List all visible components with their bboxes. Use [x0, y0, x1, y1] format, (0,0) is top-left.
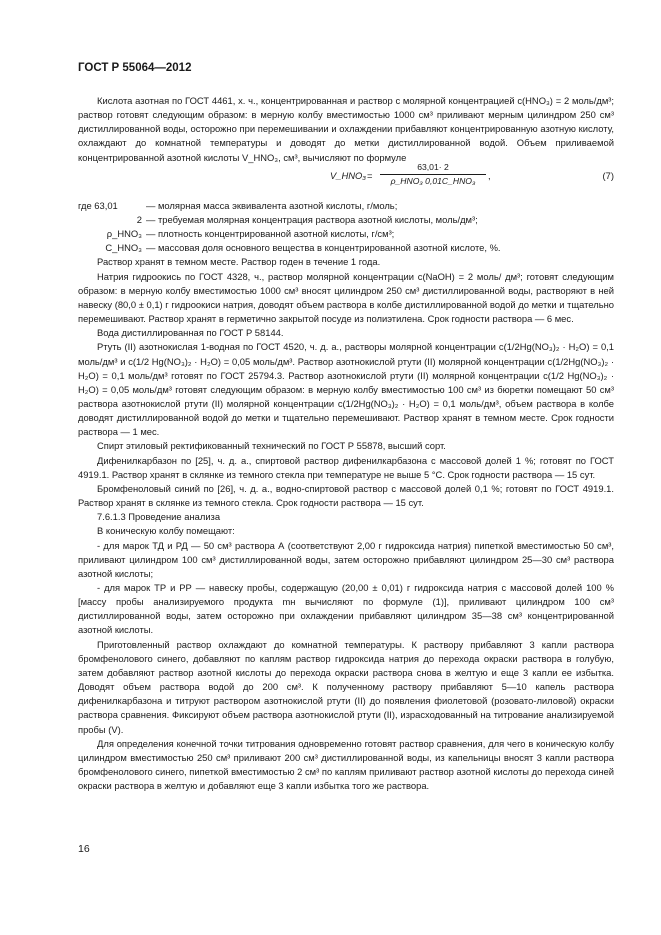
definition-text: — массовая доля основного вещества в концентрированной азотной кислоте, %.: [146, 242, 501, 254]
definition-row: [78, 227, 614, 241]
page-body: [78, 94, 614, 793]
formula-numerator: 63,01· 2: [380, 161, 486, 175]
section-heading: 7.6.1.3 Проведение анализа: [97, 511, 221, 523]
definition-symbol: 2: [136, 213, 142, 225]
formula-comma: ,: [488, 169, 491, 181]
paragraph-nitric-acid: Кислота азотная по ГОСТ 4461, х. ч., концентрированная и раствор с молярной концентрацией c(HNO₃) = 2 моль/дм³; раствор готовят следующим образом: в мерную колбу вместимостью 1000 см³ приливают мерным цилиндром 250 см³ дистиллированной воды, осторожно при перемешивании и охлаждении прибавляют концентрированную азотную кислоту, охлаждают до комнатной температуры и доводят до метки дистиллированной водой. Объем приливаемой концентрированной азотной кислоты V_HNO₃, см³, вычисляют по формуле: [78, 95, 614, 163]
document-header: ГОСТ Р 55064—2012: [78, 62, 192, 74]
paragraph: Для определения конечной точки титрования одновременно готовят раствор сравнения, для чего в коническую колбу цилиндром вместимостью 250 см³ приливают 200 см³ дистиллированной воды, из капельницы вносят 3 капли раствора бромфенолового синего, пипеткой вместимостью 2 см³ по каплям приливают раствор азотной кислоты до перехода синей окраски раствора в желтую и добавляют еще 3 капли избытка того же раствора.: [78, 737, 614, 792]
paragraph: Вода дистиллированная по ГОСТ Р 58144.: [97, 327, 284, 339]
paragraph: Дифенилкарбазон по [25], ч. д. а., спиртовой раствор дифенилкарбазона с массовой долей 1 %; готовят по ГОСТ 4919.1. Раствор хранят в склянке из темного стекла при температуре не выше 5 °С. Срок годности раствора — 15 сут.: [78, 454, 614, 480]
formula-equals: =: [367, 169, 373, 181]
list-item: - для марок ТД и РД — 50 см³ раствора А (соответствуют 2,00 г гидроксида натрия) пипеткой вместимостью 50 см³, приливают цилиндром 100 см³ дистиллированной воды, затем осторожно прибавляют цилиндром 25—30 см³ раствора азотной кислоты;: [78, 539, 614, 579]
paragraph: В коническую колбу помещают:: [97, 525, 235, 537]
definition-symbol: C_HNO₃: [105, 242, 142, 254]
definition-text: — молярная масса эквивалента азотной кислоты, г/моль;: [146, 199, 398, 211]
paragraph: Натрия гидроокись по ГОСТ 4328, ч., раствор молярной концентрации c(NaOH) = 2 моль/ дм³; готовят следующим образом: в мерную колбу вместимостью 1000 см³ вносят цилиндром 250 см³ дистиллированной воды, растворяют в ней навеску (80,0 ± 0,1) г гидроокиси натрия, доводят объем раствора в колбе дистиллированной водой до метки и тщательно перемешивают. Раствор хранят в герметично закрытой посуде из полиэтилена. Срок годности раствора — 6 мес.: [78, 270, 614, 325]
paragraph: Приготовленный раствор охлаждают до комнатной температуры. К раствору прибавляют 3 капли раствора бромфенолового синего, добавляют по каплям раствор гидроксида натрия до перехода окраски раствора в голубую, затем добавляют раствор азотной кислоты до перехода окраски раствора снова в желтую и еще 3 капли ее избытка. Доводят объем раствора водой до 200 см³. К полученному раствору прибавляют 5—10 капель раствора дифенилкарбазона и титруют раствором азотнокислой ртути (II) до появления фиолетовой (розовато-лиловой) окраски раствора сравнения. Фиксируют объем раствора азотнокислой ртути (II), израсходованный на титрование анализируемой пробы (V).: [78, 638, 614, 735]
formula-7: [78, 161, 614, 199]
definition-row: [78, 213, 614, 227]
formula-definitions: [78, 199, 614, 256]
list-item: - для марок ТР и РР — навеску пробы, содержащую (20,00 ± 0,01) г гидроксида натрия с массовой долей 100 % [массу пробы анализируемого продукта mн вычисляют по формуле (1)], приливают цилиндром 100 см³ дистиллированной воды, затем осторожно при охлаждении прибавляют цилиндром 35—38 см³ концентрированной азотной кислоты.: [78, 582, 614, 636]
definition-text: — плотность концентрированной азотной кислоты, г/см³;: [146, 228, 395, 240]
paragraph: Раствор хранят в темном месте. Раствор годен в течение 1 года.: [97, 256, 381, 268]
definition-row: [78, 241, 614, 255]
paragraph: Спирт этиловый ректификованный технический по ГОСТ Р 55878, высший сорт.: [97, 440, 446, 452]
formula-denominator: ρ_HNO₃ 0,01C_HNO₃: [390, 175, 476, 186]
formula-number: (7): [602, 169, 614, 181]
page-number: 16: [78, 843, 90, 855]
paragraph: Бромфеноловый синий по [26], ч. д. а., водно-спиртовой раствор с массовой долей 0,1 %; готовят по ГОСТ 4919.1. Раствор хранят в склянке из темного стекла. Срок годности раствора — 15 сут.: [78, 482, 614, 509]
definition-symbol: где 63,01: [78, 199, 118, 211]
definition-text: — требуемая молярная концентрация раствора азотной кислоты, моль/дм³;: [146, 213, 478, 225]
paragraph: Ртуть (II) азотнокислая 1-водная по ГОСТ 4520, ч. д. а., растворы молярной концентрации c(1/2Hg(NO₃)₂ · H₂O) = 0,1 моль/дм³ и c(1/2 Hg(NO₃)₂ · H₂O) = 0,05 моль/дм³. Раствор азотнокислой ртути (II) молярной концентрации c(1/2Hg(NO₃)₂ · H₂O) = 0,1 моль/дм³ готовят по ГОСТ 25794.3. Раствор азотнокислой ртути (II) молярной концентрации c(1/2 Hg(NO₃)₂ · H₂O) = 0,05 моль/дм³ готовят следующим образом: в мерную колбу вместимостью 100 см³ из бюретки помещают 50 см³ раствора азотнокислой ртути (II) молярной концентрации c(1/2Hg(NO₃)₂ · H₂O) = 0,1 моль/дм³, объем раствора в колбе доводят дистиллированной водой до метки и тщательно перемешивают. Раствор хранят в темном месте. Срок годности раствора — 1 мес.: [78, 341, 614, 438]
formula-fraction: [380, 161, 486, 187]
formula-lhs: V_HNO₃: [330, 169, 367, 181]
definition-symbol: ρ_HNO₃: [106, 228, 142, 240]
definition-row: [78, 199, 614, 213]
